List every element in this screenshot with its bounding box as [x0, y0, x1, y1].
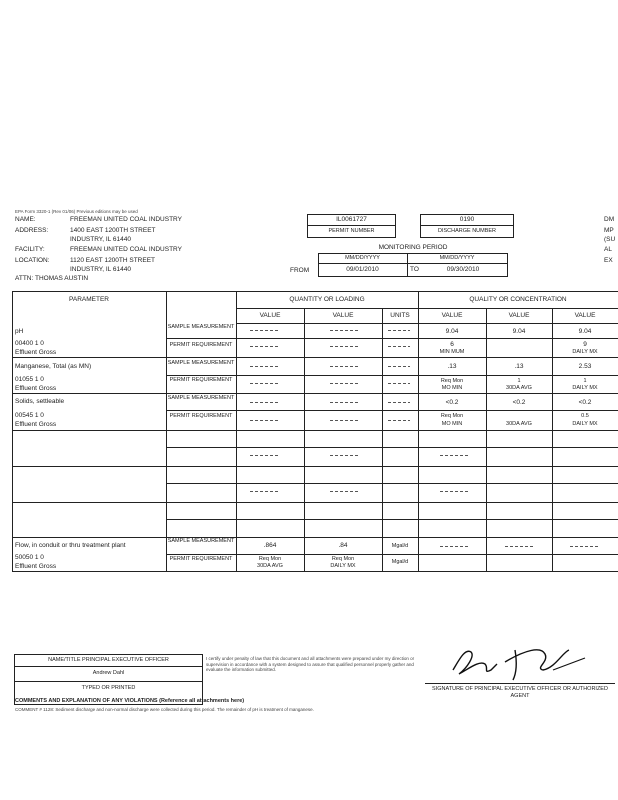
row1-sample-3: 9.04 [578, 328, 592, 335]
qty-value-1-header: VALUE [259, 312, 281, 319]
row3-permit-3: 0.5 [581, 413, 589, 419]
attn-label: ATTN: THOMAS AUSTIN [15, 275, 89, 282]
row2-sample-label: SAMPLE MEASUREMENT [167, 360, 235, 366]
row4-qty-sample-2: .84 [338, 542, 348, 549]
row1-sample-label: SAMPLE MEASUREMENT [167, 324, 235, 330]
parameter-header: PARAMETER [69, 296, 109, 303]
quantity-header: QUANTITY OR LOADING [289, 296, 365, 303]
to-format: MM/DD/YYYY [439, 255, 475, 261]
row1-permit-label: PERMIT REQUIREMENT [169, 342, 233, 348]
location-label: LOCATION: [15, 257, 50, 264]
officer-header: NAME/TITLE PRINCIPAL EXECUTIVE OFFICER [48, 657, 169, 663]
row4-param-loc: Effluent Gross [15, 563, 57, 570]
row1-permit-3: 9 [583, 341, 587, 348]
row2-permit-sub-3: DAILY MX [572, 385, 598, 391]
row2-param-name: Manganese, Total (as MN) [15, 363, 92, 370]
address-line1: 1400 EAST 1200TH STREET [70, 227, 156, 234]
from-format: MM/DD/YYYY [345, 255, 380, 261]
row3-param-code: 00545 1 0 [15, 412, 44, 419]
row3-sample-2: <0.2 [512, 399, 526, 406]
comments-text: COMMENT # 1128: Sediment discharge and non-normal discharge were collected during this period. The remainder of pH is treatment of manganese. [15, 707, 314, 712]
row1-permit-sub-1: MIN MUM [439, 349, 465, 355]
permit-number-label: PERMIT NUMBER [328, 228, 375, 234]
row1-sample-1: 9.04 [445, 328, 459, 335]
qual-value-2-header: VALUE [508, 312, 530, 319]
signature-image [445, 640, 595, 685]
qty-value-2-header: VALUE [332, 312, 354, 319]
row4-permit-label: PERMIT REQUIREMENT [169, 556, 233, 562]
from-label: FROM [290, 267, 310, 274]
right-margin-1: DM [604, 216, 615, 223]
row4-qty-permit-sub-1: 30DA AVG [257, 563, 283, 569]
signature-label: SIGNATURE OF PRINCIPAL EXECUTIVE OFFICER OR AUTHORIZED AGENT [432, 686, 608, 699]
address-label: ADDRESS: [15, 227, 49, 234]
typed-label: TYPED OR PRINTED [81, 685, 136, 691]
quality-header: QUALITY OR CONCENTRATION [469, 296, 567, 303]
row3-permit-sub-2: 30DA AVG [506, 421, 532, 427]
permit-number-value: IL0061727 [336, 216, 367, 223]
location-line2: INDUSTRY, IL 61440 [70, 266, 131, 273]
qual-value-1-header: VALUE [441, 312, 463, 319]
row2-permit-1: Req Mon [440, 378, 464, 384]
discharge-number-value: 0190 [459, 216, 475, 223]
comments-label: COMMENTS AND EXPLANATION OF ANY VIOLATIONS (Reference all attachments here) [15, 698, 245, 704]
right-margin-4: AL [604, 246, 612, 253]
row1-param-name: pH [15, 328, 24, 335]
address-line2: INDUSTRY, IL 61440 [70, 236, 131, 243]
row4-param-code: 50050 1 0 [15, 554, 44, 561]
row2-permit-sub-2: 30DA AVG [506, 385, 532, 391]
row3-permit-sub-3: DAILY MX [572, 421, 598, 427]
row1-sample-2: 9.04 [512, 328, 526, 335]
row2-sample-3: 2.53 [578, 363, 592, 370]
right-margin-2: MP [604, 227, 614, 234]
row4-qty-sample-1: .864 [263, 542, 277, 549]
row2-permit-sub-1: MO MIN [441, 385, 463, 391]
row3-sample-3: <0.2 [578, 399, 592, 406]
row3-sample-label: SAMPLE MEASUREMENT [167, 395, 235, 401]
row1-permit-1: 6 [450, 341, 454, 348]
row2-param-loc: Effluent Gross [15, 385, 57, 392]
certification-text: I certify under penalty of law that this document and all attachments were prepared under my direction or supervision in accordance with a system designed to assure that qualified personnel properly gather and evaluate the information submitted. [206, 656, 415, 672]
row3-sample-1: <0.2 [445, 399, 459, 406]
row1-param-loc: Effluent Gross [15, 349, 57, 356]
row4-param-name: Flow, in conduit or thru treatment plant [15, 542, 126, 549]
row3-permit-1: Req Mon [440, 413, 464, 419]
right-margin-5: EX [604, 257, 613, 264]
row4-qty-permit-sub-2: DAILY MX [330, 563, 356, 569]
row2-permit-label: PERMIT REQUIREMENT [169, 377, 233, 383]
qual-value-3-header: VALUE [574, 312, 596, 319]
location-line1: 1120 EAST 1200TH STREET [70, 257, 156, 264]
row3-param-loc: Effluent Gross [15, 421, 57, 428]
row2-sample-1: .13 [447, 363, 457, 370]
row3-permit-sub-1: MO MIN [441, 421, 463, 427]
row3-param-name: Solids, settleable [15, 398, 65, 405]
row2-param-code: 01055 1 0 [15, 376, 44, 383]
facility-value: FREEMAN UNITED COAL INDUSTRY [70, 246, 182, 253]
name-value: FREEMAN UNITED COAL INDUSTRY [70, 216, 182, 223]
discharge-number-label: DISCHARGE NUMBER [437, 228, 497, 234]
row2-sample-2: .13 [514, 363, 524, 370]
row1-permit-sub-3: DAILY MX [572, 349, 598, 355]
right-margin-3: (SU [604, 236, 616, 243]
qty-units-header: UNITS [390, 312, 410, 319]
to-date: 09/30/2010 [446, 266, 480, 273]
to-label: TO [410, 266, 419, 273]
officer-name: Andrew Dahl [92, 670, 125, 676]
monitoring-period-label: MONITORING PERIOD [378, 244, 448, 251]
name-label: NAME: [15, 216, 36, 223]
row4-qty-units: Mgal/d [391, 543, 409, 549]
row4-sample-label: SAMPLE MEASUREMENT [167, 538, 235, 544]
row1-param-code: 00400 1 0 [15, 340, 44, 347]
from-date: 09/01/2010 [346, 266, 379, 273]
row2-permit-2: 1 [517, 378, 521, 384]
form-note: EPA Form 3320-1 (Rev 01/06) Previous editions may be used [15, 209, 138, 214]
row4-qty-permit-2: Req Mon [331, 556, 355, 562]
row4-qty-permit-units: Mgal/d [391, 559, 409, 565]
row4-qty-permit-1: Req Mon [258, 556, 282, 562]
row3-permit-label: PERMIT REQUIREMENT [169, 413, 233, 419]
facility-label: FACILITY: [15, 246, 45, 253]
row2-permit-3: 1 [583, 378, 587, 384]
